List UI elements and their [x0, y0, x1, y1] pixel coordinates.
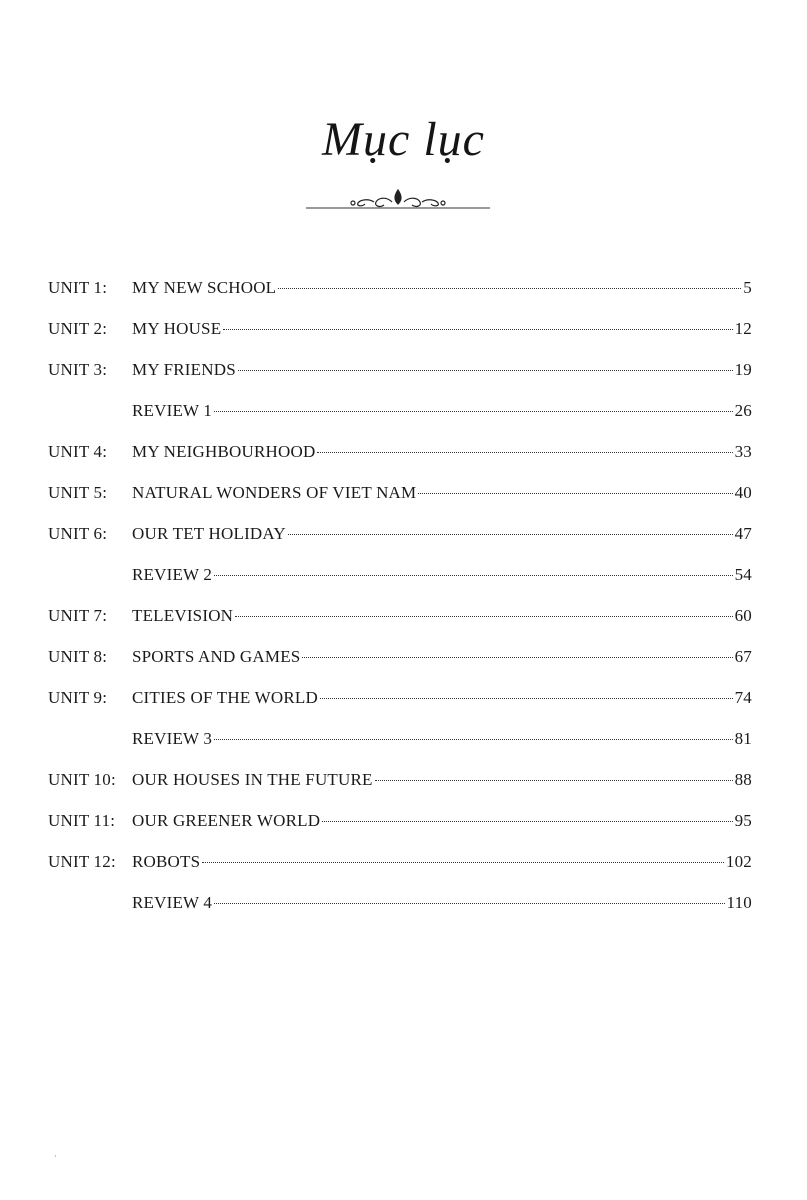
toc-row[interactable]: [48, 319, 752, 360]
toc-entry: [132, 688, 752, 708]
unit-number: UNIT 12:: [48, 852, 116, 871]
dot-leader: [214, 903, 724, 904]
dot-leader: [320, 698, 733, 699]
toc-row[interactable]: [48, 688, 752, 729]
toc-row[interactable]: [48, 729, 752, 770]
toc-row[interactable]: [48, 565, 752, 606]
entry-title: REVIEW 4: [132, 893, 213, 912]
dot-leader: [235, 616, 732, 617]
unit-number: UNIT 5:: [48, 483, 108, 502]
toc-row[interactable]: [48, 852, 752, 893]
toc-row[interactable]: [48, 606, 752, 647]
page-number: 33: [734, 442, 752, 461]
page-number: 19: [734, 360, 752, 379]
page-number: 88: [734, 770, 752, 789]
toc-row[interactable]: [48, 483, 752, 524]
dot-leader: [317, 452, 732, 453]
page-number: 47: [734, 524, 752, 543]
entry-title: SPORTS AND GAMES: [132, 647, 301, 666]
entry-title: OUR TET HOLIDAY: [132, 524, 286, 543]
toc-row[interactable]: [48, 893, 752, 934]
toc-entry: [132, 278, 752, 298]
dot-leader: [322, 821, 732, 822]
toc-entry: [132, 852, 752, 872]
dot-leader: [375, 780, 733, 781]
entry-title: OUR GREENER WORLD: [132, 811, 321, 830]
unit-number: UNIT 7:: [48, 606, 108, 625]
unit-number: UNIT 8:: [48, 647, 108, 666]
unit-number: UNIT 11:: [48, 811, 116, 830]
title-ornament-divider: [306, 186, 490, 216]
entry-title: MY HOUSE: [132, 319, 222, 338]
dot-leader: [278, 288, 741, 289]
toc-entry: [132, 770, 752, 790]
dot-leader: [418, 493, 732, 494]
entry-title: TELEVISION: [132, 606, 234, 625]
toc-row[interactable]: [48, 360, 752, 401]
page-number: 60: [734, 606, 752, 625]
dot-leader: [288, 534, 733, 535]
page-number: 74: [734, 688, 752, 707]
entry-title: REVIEW 3: [132, 729, 213, 748]
toc-entry: [132, 483, 752, 503]
entry-title: REVIEW 2: [132, 565, 213, 584]
entry-title: CITIES OF THE WORLD: [132, 688, 318, 707]
entry-title: MY FRIENDS: [132, 360, 236, 379]
toc-row[interactable]: [48, 442, 752, 483]
entry-title: MY NEIGHBOURHOOD: [132, 442, 316, 461]
entry-title: OUR HOUSES IN THE FUTURE: [132, 770, 373, 789]
dot-leader: [214, 739, 732, 740]
page-title: Mục lục: [322, 113, 485, 166]
toc-entry: [132, 319, 752, 339]
toc-entry: [132, 811, 752, 831]
dot-leader: [214, 411, 732, 412]
page-number: 40: [734, 483, 752, 502]
toc-entry: [132, 606, 752, 626]
toc-entry: [132, 401, 752, 421]
toc-entry: [132, 647, 752, 667]
dot-leader: [214, 575, 732, 576]
page-number: 67: [734, 647, 752, 666]
unit-number: UNIT 10:: [48, 770, 116, 789]
unit-number: UNIT 4:: [48, 442, 108, 461]
toc-entry: [132, 893, 752, 913]
page-number: 12: [734, 319, 752, 338]
unit-number: UNIT 2:: [48, 319, 108, 338]
entry-title: MY NEW SCHOOL: [132, 278, 277, 297]
entry-title: REVIEW 1: [132, 401, 213, 420]
page-number: 102: [725, 852, 752, 871]
unit-number: UNIT 1:: [48, 278, 108, 297]
dot-leader: [202, 862, 724, 863]
entry-title: NATURAL WONDERS OF VIET NAM: [132, 483, 417, 502]
dot-leader: [302, 657, 732, 658]
toc-row[interactable]: [48, 770, 752, 811]
toc-entry: [132, 729, 752, 749]
print-speck: ·: [54, 1152, 57, 1161]
dot-leader: [238, 370, 733, 371]
toc-entry: [132, 442, 752, 462]
unit-number: UNIT 6:: [48, 524, 108, 543]
toc-row[interactable]: [48, 811, 752, 852]
page-number: 54: [734, 565, 752, 584]
page-number: 81: [734, 729, 752, 748]
page-number: 26: [734, 401, 752, 420]
toc-row[interactable]: [48, 647, 752, 688]
unit-number: UNIT 9:: [48, 688, 108, 707]
unit-number: UNIT 3:: [48, 360, 108, 379]
toc-row[interactable]: [48, 524, 752, 565]
table-of-contents: [48, 278, 752, 934]
toc-row[interactable]: [48, 278, 752, 319]
page-number: 5: [743, 278, 752, 297]
page-number: 95: [734, 811, 752, 830]
toc-entry: [132, 524, 752, 544]
toc-entry: [132, 565, 752, 585]
page-number: 110: [726, 893, 752, 912]
dot-leader: [223, 329, 732, 330]
entry-title: ROBOTS: [132, 852, 201, 871]
toc-row[interactable]: [48, 401, 752, 442]
toc-entry: [132, 360, 752, 380]
